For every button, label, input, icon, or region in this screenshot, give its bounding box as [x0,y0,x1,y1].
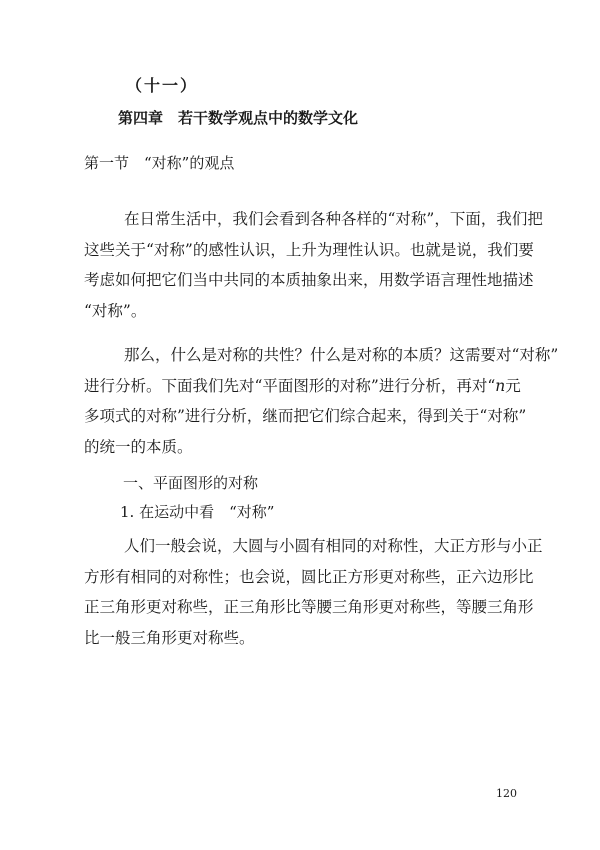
text-line: 考虑如何把它们当中共同的本质抽象出来，用数学语言理性地描述 [84,271,534,289]
page-number: 120 [496,787,517,800]
text-line: 正三角形更对称些，正三角形比等腰三角形更对称些，等腰三角形 [84,598,534,616]
text-line: 在日常生活中，我们会看到各种各样的“对称”，下面，我们把 [124,210,543,228]
chapter-title: 第四章 若干数学观点中的数学文化 [118,109,359,127]
subsection-title: 一、平面图形的对称 [123,474,259,492]
text-line: 方形有相同的对称性；也会说，圆比正方形更对称些，正六边形比 [84,567,534,586]
text-line: 人们一般会说，大圆与小圆有相同的对称性，大正方形与小正 [124,537,543,555]
text-line: “对称”。 [84,301,147,320]
text-line: 多项式的对称”进行分析，继而把它们综合起来，得到关于“对称” [84,407,527,425]
math-variable: n [495,376,506,395]
text-segment: 元 [505,376,521,395]
paragraph-questions [84,340,559,462]
text-line: 比一般三角形更对称些。 [84,628,255,647]
text-segment: 进行分析。下面我们先对“平面图形的对称”进行分析，再对“ [84,376,496,395]
subsection-item: 1. 在运动中看 “对称” [120,503,275,521]
section-title: 第一节 “对称”的观点 [84,154,235,172]
chapter-number: （十一） [126,76,199,95]
text-line: 这些关于“对称”的感性认识，上升为理性认识。也就是说，我们要 [84,240,534,259]
text-line: 的统一的本质。 [84,437,193,456]
text-line: 那么，什么是对称的共性？什么是对称的本质？这需要对“对称” [124,346,559,364]
paragraph-intro [84,204,543,326]
paragraph-symmetry-examples [84,531,543,653]
text-line [84,371,524,402]
